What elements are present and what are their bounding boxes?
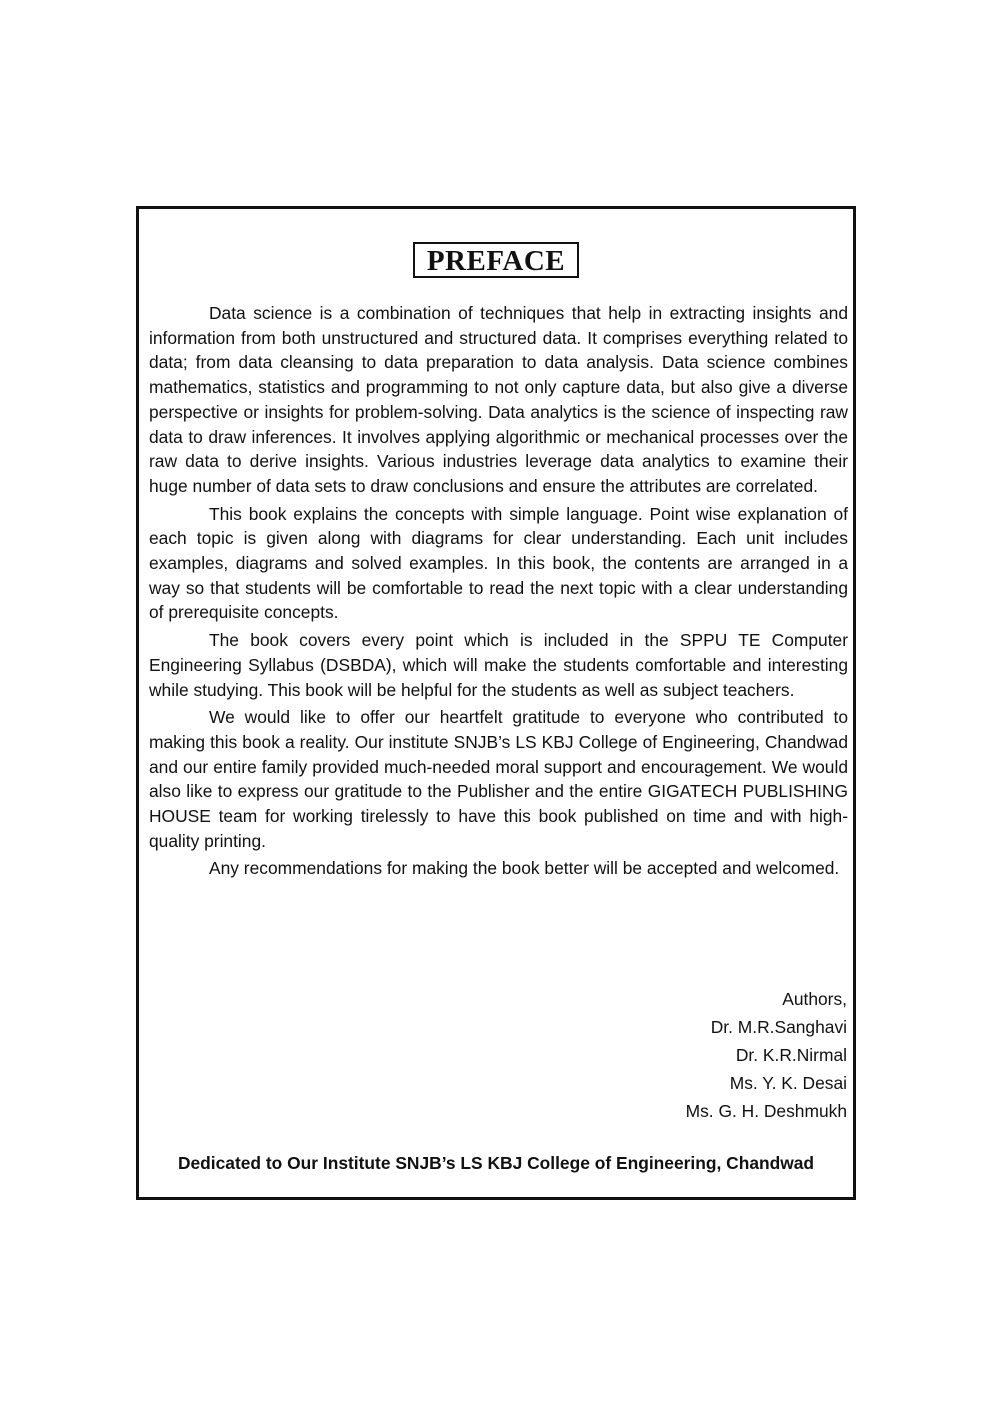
- author-name: Ms. Y. K. Desai: [729, 1073, 847, 1093]
- author-name: Dr. M.R.Sanghavi: [710, 1017, 847, 1037]
- signature-block: [686, 985, 847, 1125]
- paragraph-5: Any recommendations for making the book better will be accepted and welcomed.: [209, 858, 840, 879]
- signature-heading: Authors,: [782, 989, 847, 1009]
- preface-body: [149, 301, 848, 884]
- author-name: Dr. K.R.Nirmal: [735, 1045, 847, 1065]
- paragraph-4: We would like to offer our heartfelt gratitude to everyone who contributed to making this book a reality. Our institute SNJB’s LS KBJ College of Engineering, Chandwad and our entire family provided much-needed moral support and encouragement. We would also like to express our gratitude to the Publisher and the entire GIGATECH PUBLISHING HOUSE team for working tirelessly to have this book published on time and with high-quality printing.: [149, 707, 848, 851]
- paragraph-3: The book covers every point which is included in the SPPU TE Computer Engineering Syllabus (DSBDA), which will make the students comfortable and interesting while studying. This book will be helpful for the students as well as subject teachers.: [149, 630, 848, 700]
- author-name: Ms. G. H. Deshmukh: [685, 1101, 847, 1121]
- preface-frame: [136, 206, 856, 1200]
- dedication-line: Dedicated to Our Institute SNJB’s LS KBJ College of Engineering, Chandwad: [177, 1153, 815, 1173]
- title-wrap: [139, 242, 853, 278]
- paragraph-1: Data science is a combination of techniques that help in extracting insights and information from both unstructured and structured data. It comprises everything related to data; from data cleansing to data preparation to data analysis. Data science combines mathematics, statistics and programming to not only capture data, but also give a diverse perspective or insights for problem-solving. Data analytics is the science of inspecting raw data to draw inferences. It involves applying algorithmic or mechanical processes over the raw data to derive insights. Various industries leverage data analytics to examine their huge number of data sets to draw conclusions and ensure the attributes are correlated.: [149, 303, 848, 496]
- page-title: PREFACE: [413, 242, 579, 278]
- paragraph-2: This book explains the concepts with simple language. Point wise explanation of each topic is given along with diagrams for clear understanding. Each unit includes examples, diagrams and solved examples. In this book, the contents are arranged in a way so that students will be comfortable to read the next topic with a clear understanding of prerequisite concepts.: [149, 503, 848, 623]
